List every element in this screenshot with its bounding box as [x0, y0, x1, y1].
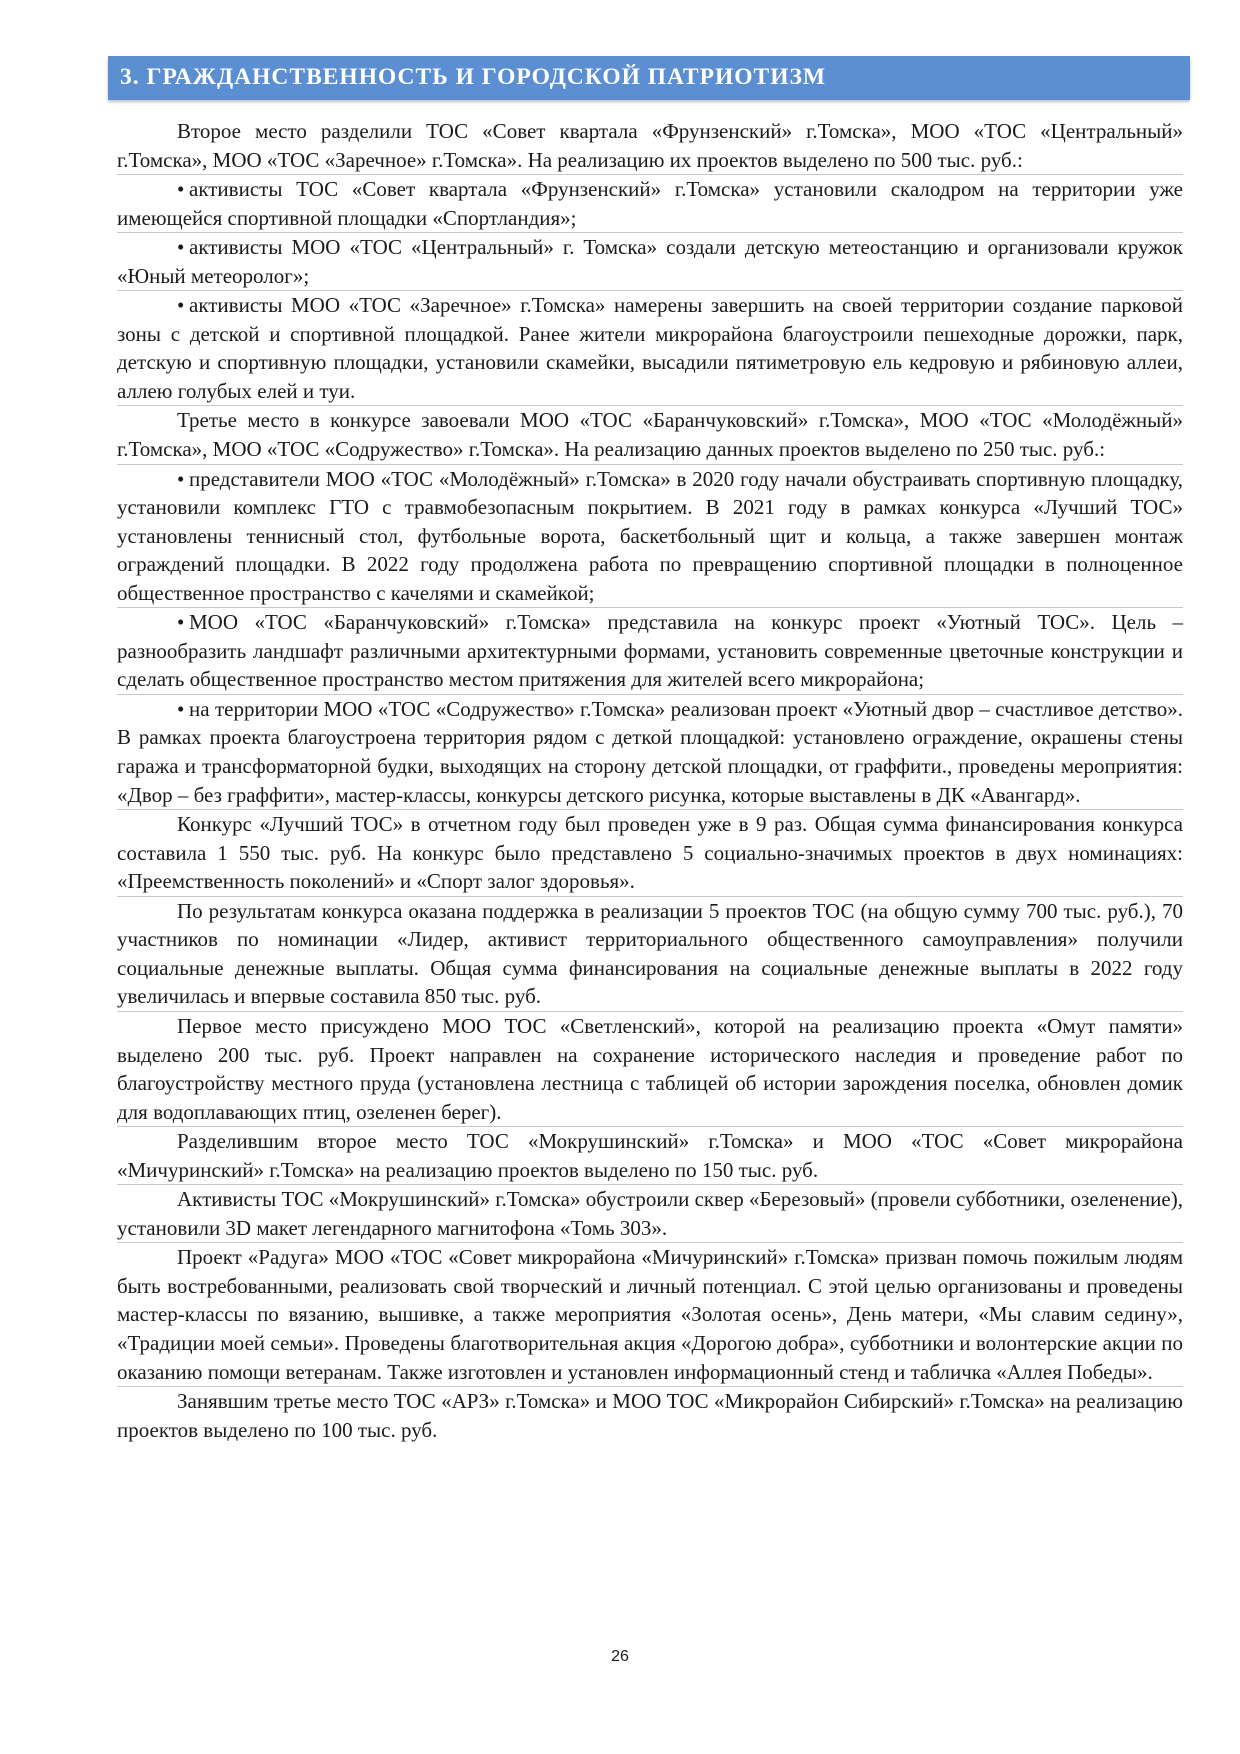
section-header [108, 56, 1190, 100]
bullet-text: активисты МОО «ТОС «Центральный» г. Томска» создали детскую метеостанцию и организовали кружок «Юный метеоролог»; [117, 235, 1183, 288]
bullet-icon: • [177, 293, 185, 318]
bullet-text: МОО «ТОС «Баранчуковский» г.Томска» представила на конкурс проект «Уютный ТОС». Цель – разнообразить ландшафт различными архитектурными формами, установить современные цветочные конструкции и сделать общественное пространство местом притяжения для жителей всего микрорайона; [117, 610, 1183, 692]
bullet-icon: • [177, 235, 185, 260]
paragraph: По результатам конкурса оказана поддержка в реализации 5 проектов ТОС (на общую сумму 700 тыс. руб.), 70 участников по номинации «Лидер, активист территориального общественного самоуправления» получили социальные денежные выплаты. Общая сумма финансирования на социальные денежные выплаты в 2022 году увеличилась и впервые составила 850 тыс. руб. [117, 897, 1183, 1012]
paragraph: Первое место присуждено МОО ТОС «Светленский», которой на реализацию проекта «Омут памяти» выделено 200 тыс. руб. Проект направлен на сохранение исторического наследия и проведение работ по благоустройству местного пруда (установлена лестница с таблицей об истории зарождения поселка, обновлен домик для водоплавающих птиц, озеленен берег). [117, 1012, 1183, 1127]
paragraph: Конкурс «Лучший ТОС» в отчетном году был проведен уже в 9 раз. Общая сумма финансирования конкурса составила 1 550 тыс. руб. На конкурс было представлено 5 социально-значимых проектов в двух номинациях: «Преемственность поколений» и «Спорт залог здоровья». [117, 810, 1183, 897]
document-body [117, 117, 1183, 1444]
paragraph: Третье место в конкурсе завоевали МОО «ТОС «Баранчуковский» г.Томска», МОО «ТОС «Молодёжный» г.Томска», МОО «ТОС «Содружество» г.Томска». На реализацию данных проектов выделено по 250 тыс. руб.: [117, 406, 1183, 464]
bullet-text: активисты МОО «ТОС «Заречное» г.Томска» намерены завершить на своей территории создание парковой зоны с детской и спортивной площадкой. Ранее жители микрорайона благоустроили пешеходные дорожки, парк, детскую и спортивную площадки, установили скамейки, высадили пятиметровую ель кедровую и рябиновую аллеи, аллею голубых елей и туи. [117, 293, 1183, 403]
bullet-text: на территории МОО «ТОС «Содружество» г.Томска» реализован проект «Уютный двор – счастливое детство». В рамках проекта благоустроена территория рядом с деткой площадкой: установлено ограждение, окрашены стены гаража и трансформаторной будки, выходящих на сторону детской площадки, от граффити., проведены мероприятия: «Двор – без граффити», мастер-классы, конкурсы детского рисунка, которые выставлены в ДК «Авангард». [117, 696, 1183, 807]
bullet-item [117, 175, 1183, 233]
bullet-item [117, 695, 1183, 810]
paragraph: Занявшим третье место ТОС «АРЗ» г.Томска» и МОО ТОС «Микрорайон Сибирский» г.Томска» на реализацию проектов выделено по 100 тыс. руб. [117, 1389, 1183, 1442]
bullet-item [117, 465, 1183, 609]
bullet-item [117, 291, 1183, 406]
paragraph: Активисты ТОС «Мокрушинский» г.Томска» обустроили сквер «Березовый» (провели субботники, озеленение), установили 3D макет легендарного магнитофона «Томь 303». [117, 1185, 1183, 1243]
bullet-item [117, 233, 1183, 291]
bullet-icon: • [177, 466, 185, 491]
paragraph: Второе место разделили ТОС «Совет квартала «Фрунзенский» г.Томска», МОО «ТОС «Центральный» г.Томска», МОО «ТОС «Заречное» г.Томска». На реализацию их проектов выделено по 500 тыс. руб.: [117, 117, 1183, 175]
bullet-text: активисты ТОС «Совет квартала «Фрунзенский» г.Томска» установили скалодром на территории уже имеющейся спортивной площадки «Спортландия»; [117, 177, 1183, 230]
bullet-icon: • [177, 177, 185, 202]
bullet-item [117, 608, 1183, 695]
bullet-icon: • [177, 610, 185, 635]
section-title: 3. ГРАЖДАНСТВЕННОСТЬ И ГОРОДСКОЙ ПАТРИОТИЗМ [120, 64, 827, 90]
page-number: 26 [611, 1648, 629, 1665]
paragraph: Проект «Радуга» МОО «ТОС «Совет микрорайона «Мичуринский» г.Томска» призван помочь пожилым людям быть востребованными, реализовать свой творческий и личный потенциал. С этой целью организованы и проведены мастер-классы по вязанию, вышивке, а также мероприятия «Золотая осень», День матери, «Мы славим седину», «Традиции моей семьи». Проведены благотворительная акция «Дорогою добра», субботники и волонтерские акции по оказанию помощи ветеранам. Также изготовлен и установлен информационный стенд и табличка «Аллея Победы». [117, 1243, 1183, 1387]
bullet-text: представители МОО «ТОС «Молодёжный» г.Томска» в 2020 году начали обустраивать спортивную площадку, установили комплекс ГТО с травмобезопасным покрытием. В 2021 году в рамках конкурса «Лучший ТОС» установлены теннисный стол, футбольные ворота, баскетбольный щит и кольца, а также завершен монтаж ограждений площадки. В 2022 году продолжена работа по превращению спортивной площадки в полноценное общественное пространство с качелями и скамейкой; [117, 466, 1183, 605]
paragraph: Разделившим второе место ТОС «Мокрушинский» г.Томска» и МОО «ТОС «Совет микрорайона «Мичуринский» г.Томска» на реализацию проектов выделено по 150 тыс. руб. [117, 1127, 1183, 1185]
bullet-icon: • [177, 696, 185, 721]
